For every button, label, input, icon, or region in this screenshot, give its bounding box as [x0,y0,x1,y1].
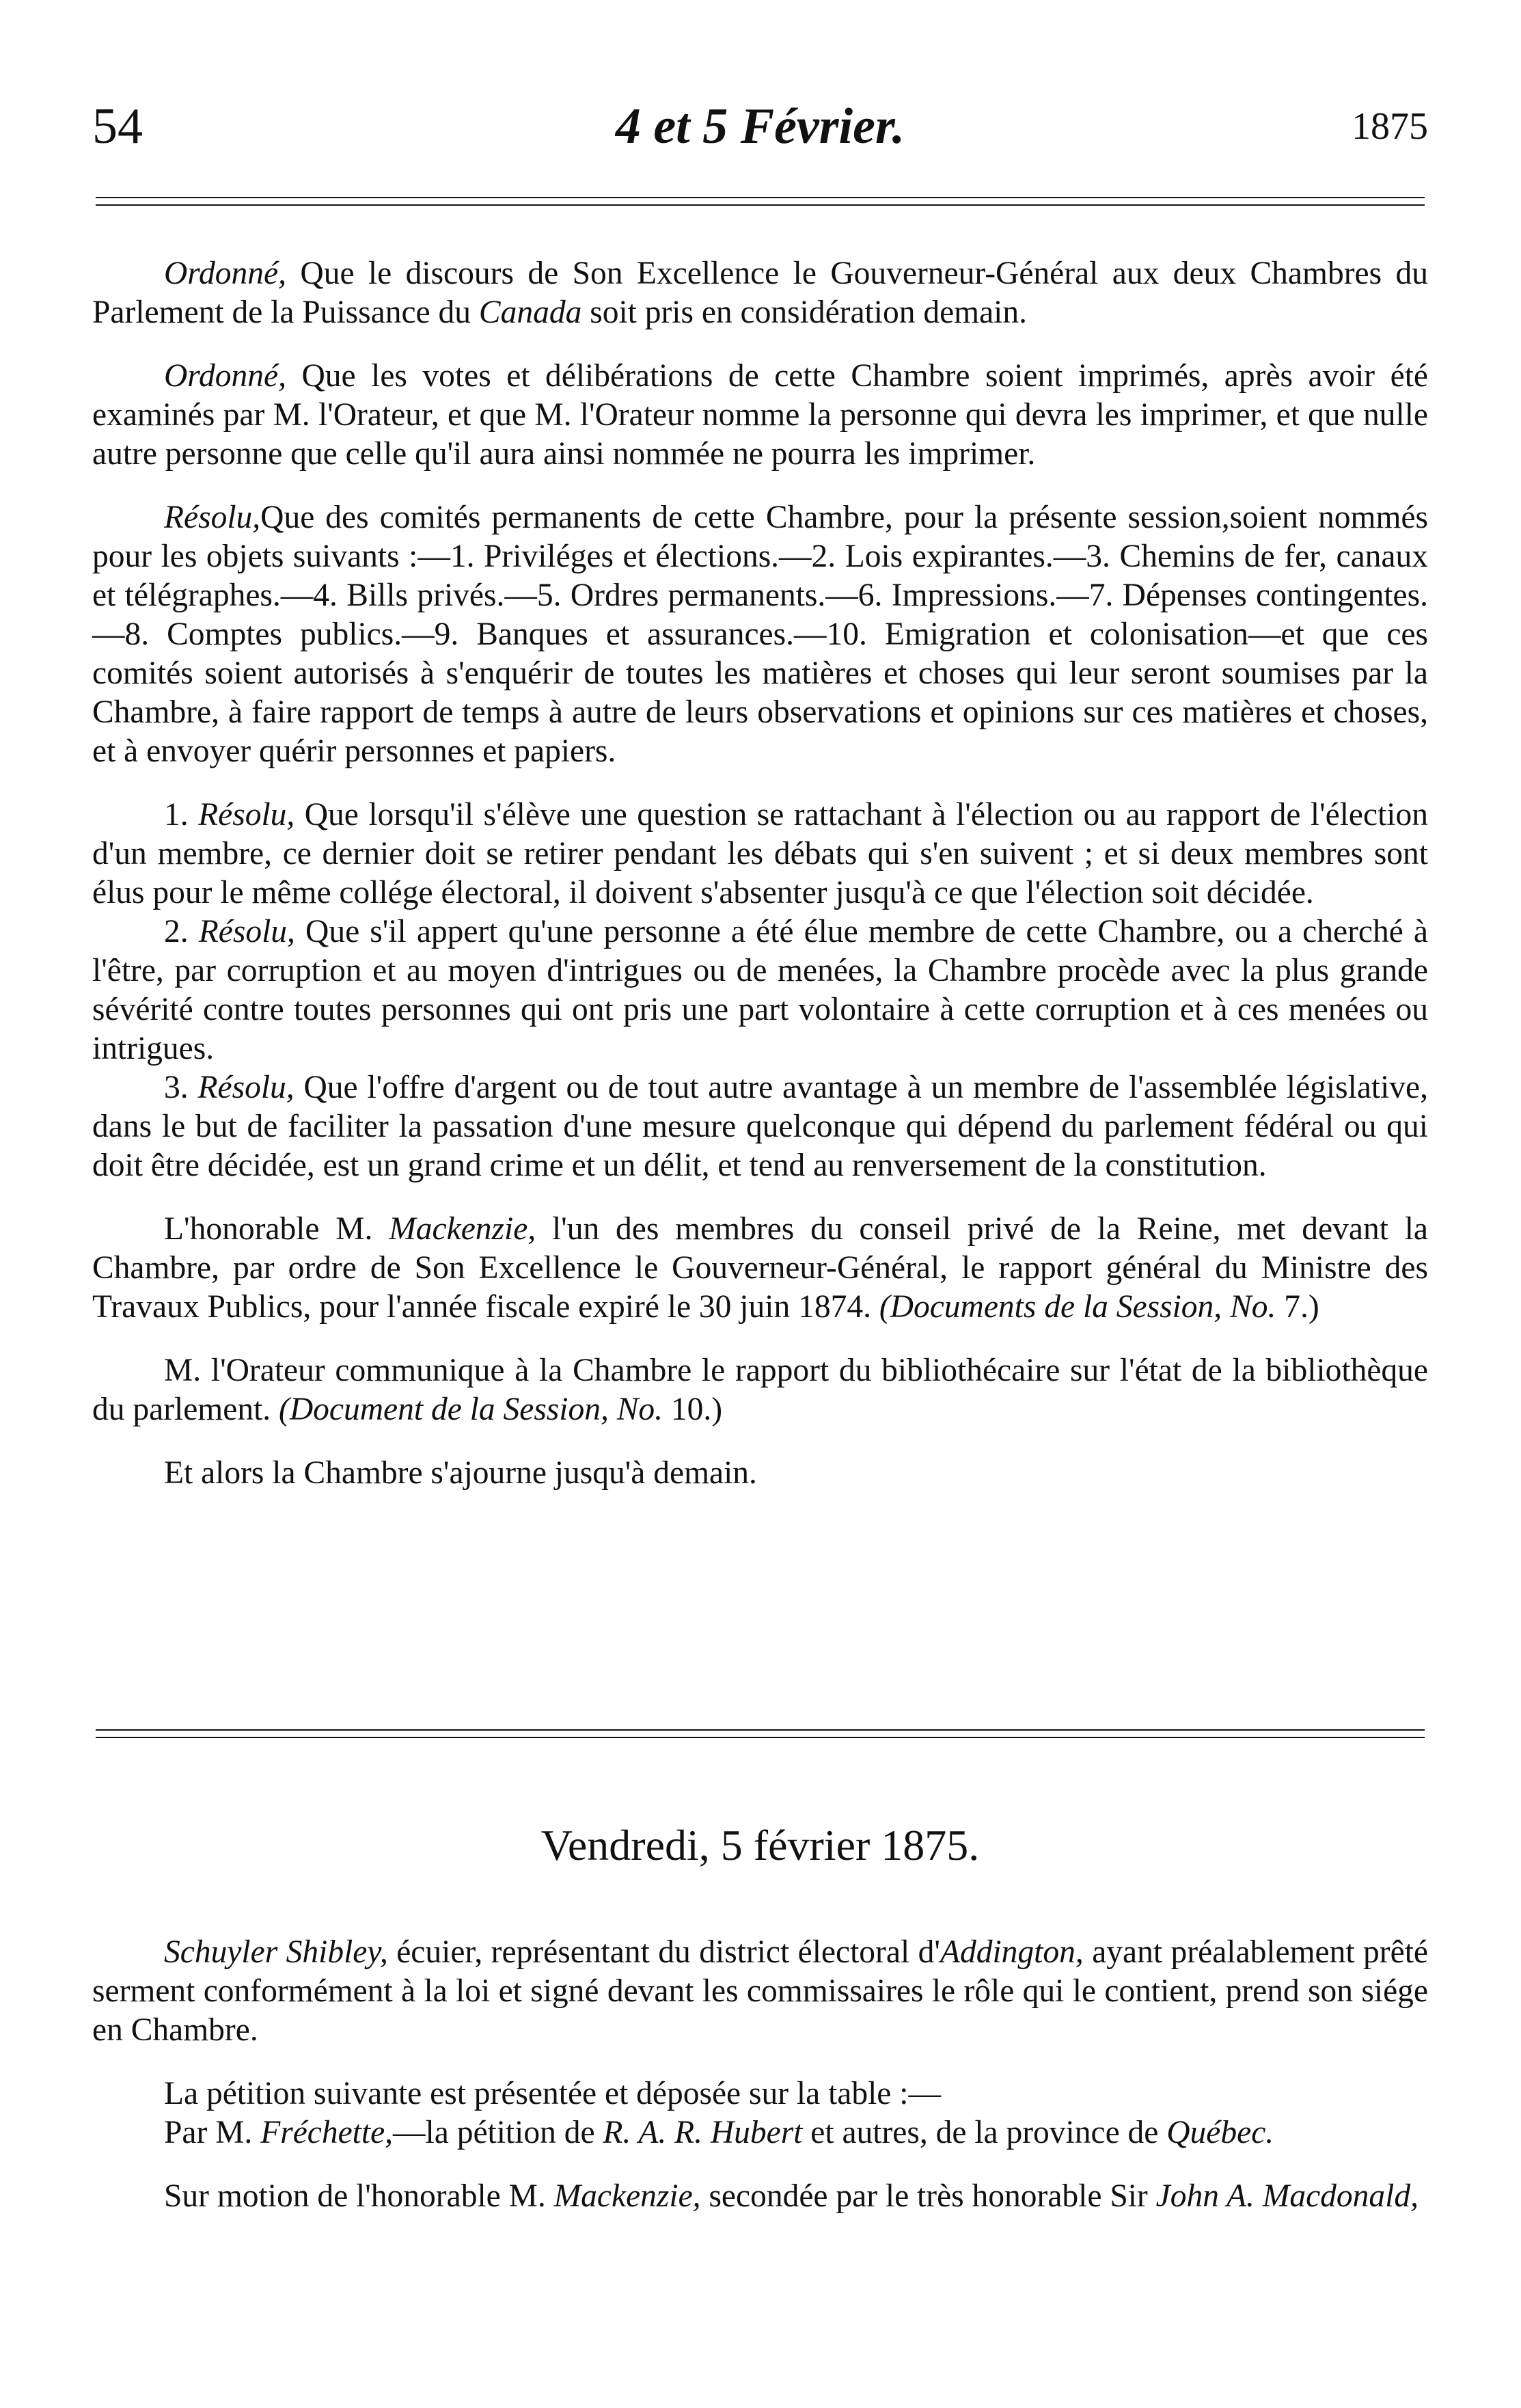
section-feb-4 [92,254,1428,1493]
resolution-2: 2. Résolu, Que s'il appert qu'une personne a été élue membre de cette Chambre, ou a cherché à l'être, par corruption et au moyen d'intrigues ou de menées, la Chambre procède avec la plus grande sévérité contre toutes personnes qui ont pris une part volontaire à cette corruption et à ces menées ou intrigues. [92,914,1429,1066]
resolution-committees: Résolu,Que des comités permanents de cette Chambre, pour la présente session,soient nommés pour les objets suivants :—1. Priviléges et élections.—2. Lois expirantes.—3. Chemins de fer, canaux et télégraphes.—4. Bills privés.—5. Ordres permanents.—6. Impressions.—7. Dépenses contingentes.—8. Comptes publics.—9. Banques et assurances.—10. Emigration et colonisation—et que ces comités soient autorisés à s'enquérir de toutes les matières et choses qui leur seront soumises par la Chambre, à faire rapport de temps à autre de leurs observations et opinions sur ces matières et choses, et à envoyer quérir personnes et papiers. [92,500,1428,769]
page-header [92,96,1428,157]
report-public-works: L'honorable M. Mackenzie, l'un des membres du conseil privé de la Reine, met devant la Chambre, par ordre de Son Excellence le Gouverneur-Général, le rapport général du Ministre des Travaux Publics, pour l'année fiscale expiré le 30 juin 1874. (Documents de la Session, No. 7.) [92,1211,1428,1325]
page-number: 54 [92,98,143,154]
resolution-3: 3. Résolu, Que l'offre d'argent ou de tout autre avantage à un membre de l'assemblée législative, dans le but de faciliter la passation d'une mesure quelconque qui dépend du parlement fédéral ou qui doit être décidée, est un grand crime et un délit, et tend au renversement de la constitution. [92,1070,1428,1183]
day-heading: Vendredi, 5 février 1875. [540,1821,980,1869]
section-rule [96,1729,1425,1738]
member-sworn: Schuyler Shibley, écuier, représentant du district électoral d'Addington, ayant préalablement prêté serment conformément à la loi et signé devant les commissaires le rôle qui le contient, prend son siége en Chambre. [92,1934,1428,2048]
running-title: 4 et 5 Février. [615,98,905,154]
adjournment: Et alors la Chambre s'ajourne jusqu'à demain. [164,1455,757,1491]
order-printing: Ordonné, Que les votes et délibérations de cette Chambre soient imprimés, après avoir été examinés par M. l'Orateur, et que M. l'Orateur nomme la personne qui devra les imprimer, et que nulle autre personne que celle qu'il aura ainsi nommée ne pourra les imprimer. [92,358,1428,472]
header-year: 1875 [1352,105,1428,148]
header-rule [96,197,1425,206]
order-speech: Ordonné, Que le discours de Son Excellence le Gouverneur-Général aux deux Chambres du Parlement de la Puissance du Canada soit pris en considération demain. [92,256,1428,330]
petition-item: Par M. Fréchette,—la pétition de R. A. R. Hubert et autres, de la province de Québec. [164,2115,1274,2150]
section-feb-5 [92,1933,1428,2216]
petition-intro: La pétition suivante est présentée et déposée sur la table :— [164,2076,941,2111]
report-library: M. l'Orateur communique à la Chambre le rapport du bibliothécaire sur l'état de la bibliothèque du parlement. (Document de la Session, No. 10.) [92,1353,1428,1427]
resolution-1: 1. Résolu, Que lorsqu'il s'élève une question se rattachant à l'élection ou au rapport de l'élection d'un membre, ce dernier doit se retirer pendant les débats qui s'en suivent ; et si deux membres sont élus pour le même collége électoral, il doivent s'absenter jusqu'à ce que l'élection soit décidée. [92,797,1428,910]
motion: Sur motion de l'honorable M. Mackenzie, secondée par le très honorable Sir John A. Macdonald, [164,2178,1419,2214]
